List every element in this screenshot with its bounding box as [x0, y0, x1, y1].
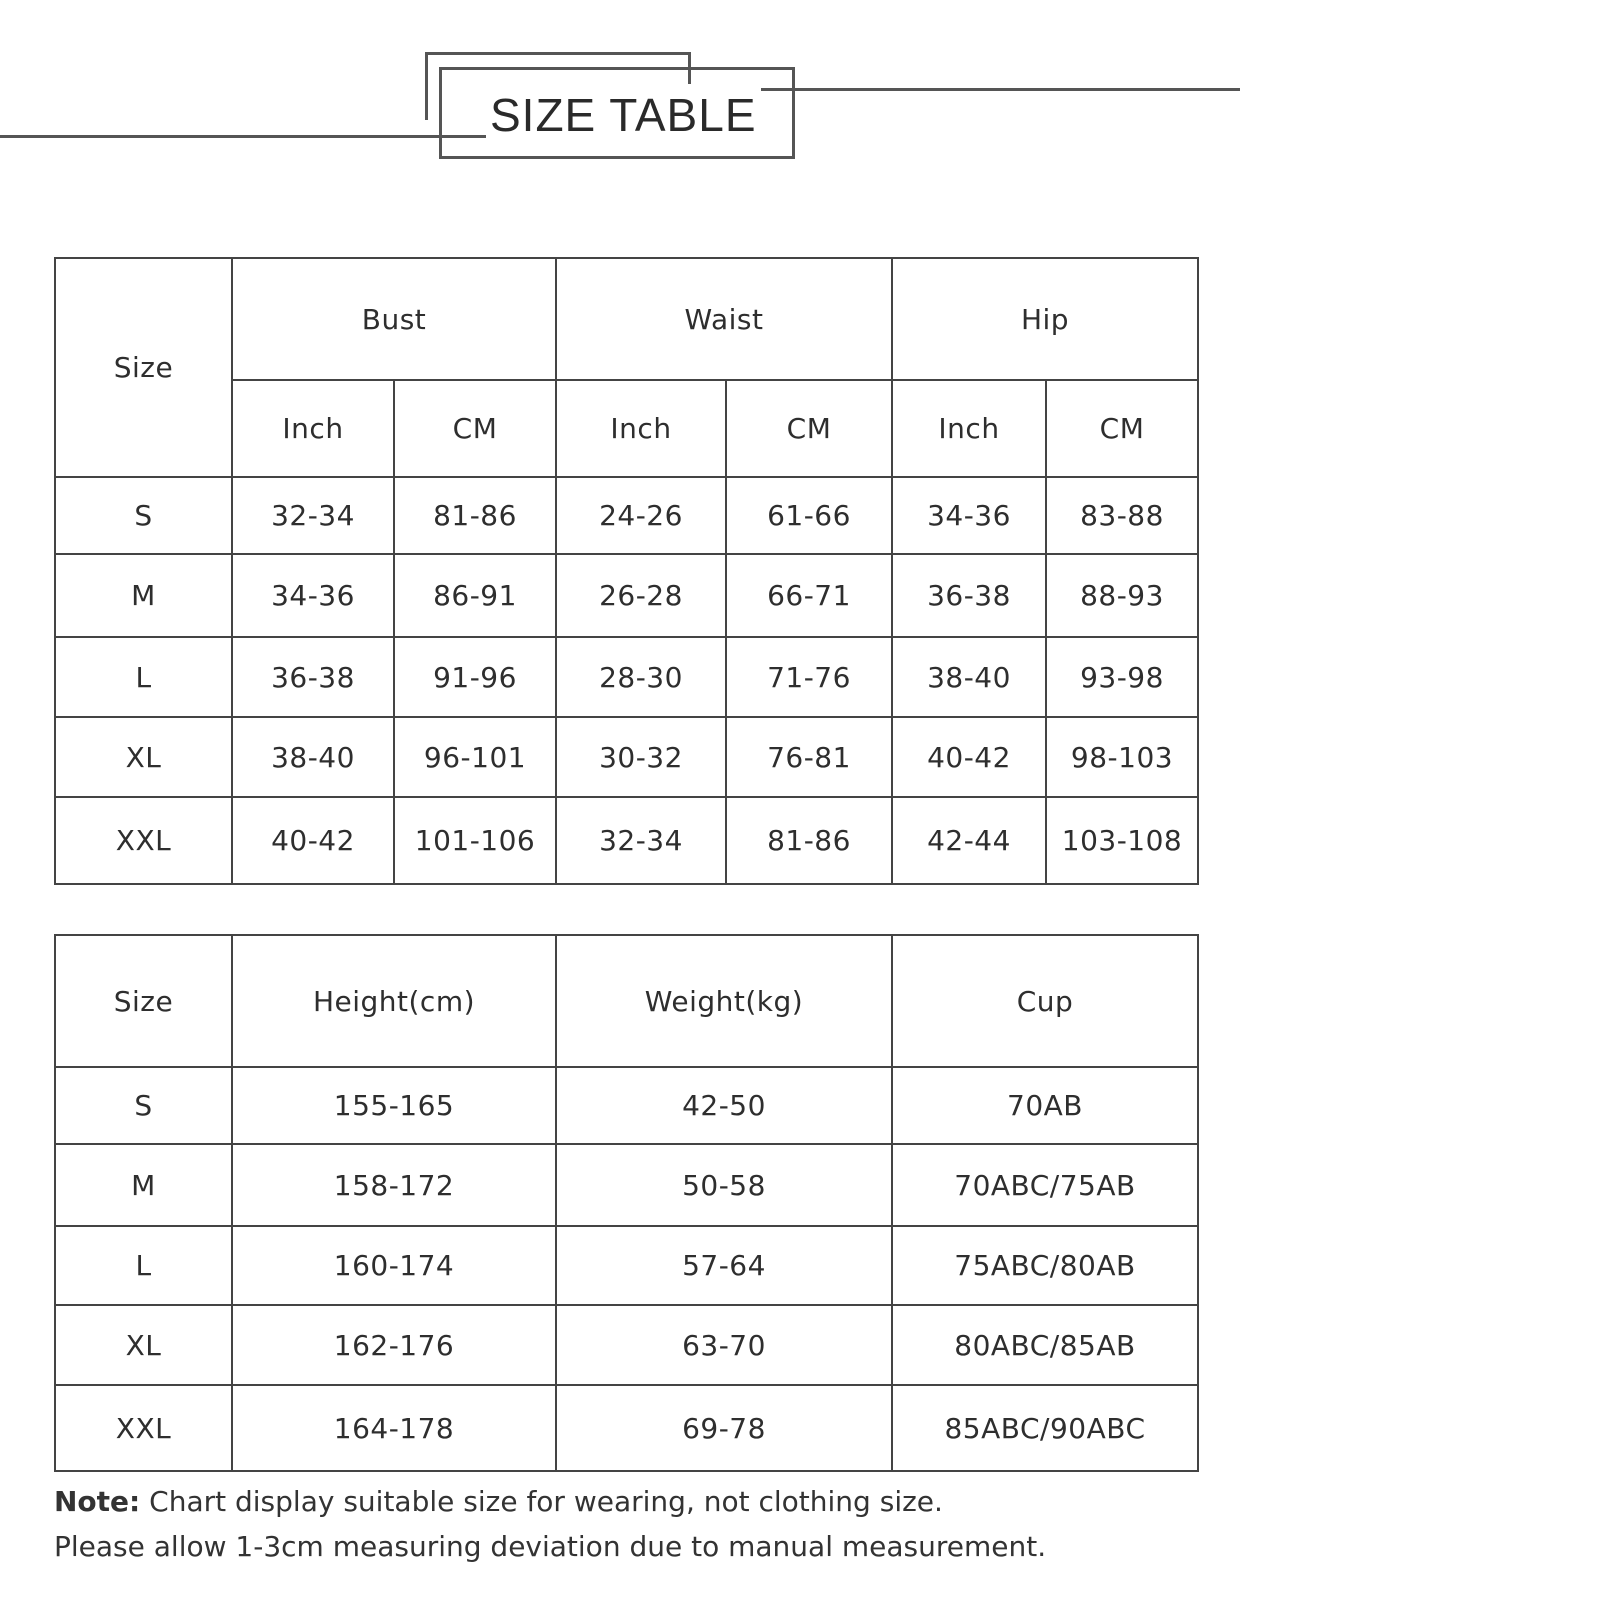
table-cell: 96-101: [394, 717, 556, 797]
waist-header: Waist: [556, 258, 892, 380]
table-row: [55, 1305, 1198, 1385]
table-cell: 66-71: [726, 554, 892, 637]
note-text: Chart display suitable size for wearing, not clothing size.: [149, 1485, 943, 1518]
note-label: Note:: [54, 1485, 141, 1518]
table-cell: 81-86: [394, 477, 556, 554]
size-cell: XXL: [55, 797, 232, 884]
table-cell: 93-98: [1046, 637, 1198, 717]
page-title: SIZE TABLE: [486, 84, 761, 146]
size-cell: S: [55, 477, 232, 554]
header-row: [55, 935, 1198, 1067]
table-cell: 85ABC/90ABC: [892, 1385, 1198, 1471]
table-cell: 36-38: [232, 637, 394, 717]
unit-header: Inch: [232, 380, 394, 477]
note-line-1: [54, 1485, 943, 1518]
table-cell: 38-40: [892, 637, 1046, 717]
table-cell: 34-36: [892, 477, 1046, 554]
table-cell: 28-30: [556, 637, 726, 717]
unit-header: Inch: [892, 380, 1046, 477]
size-cell: XL: [55, 1305, 232, 1385]
table-cell: 38-40: [232, 717, 394, 797]
table-cell: 98-103: [1046, 717, 1198, 797]
table-cell: 61-66: [726, 477, 892, 554]
table-cell: 42-44: [892, 797, 1046, 884]
measurement-table: [54, 257, 1199, 885]
unit-header: CM: [1046, 380, 1198, 477]
size-cell: L: [55, 1226, 232, 1305]
table-cell: 158-172: [232, 1144, 556, 1226]
table-cell: 50-58: [556, 1144, 892, 1226]
table-row: [55, 477, 1198, 554]
table-cell: 42-50: [556, 1067, 892, 1144]
table-cell: 40-42: [892, 717, 1046, 797]
size-cell: M: [55, 1144, 232, 1226]
table-cell: 155-165: [232, 1067, 556, 1144]
table-cell: 81-86: [726, 797, 892, 884]
table-row: [55, 717, 1198, 797]
unit-header: CM: [394, 380, 556, 477]
group-header-row: [55, 258, 1198, 380]
table-row: [55, 1385, 1198, 1471]
cup-header: Cup: [892, 935, 1198, 1067]
table-cell: 26-28: [556, 554, 726, 637]
table-cell: 40-42: [232, 797, 394, 884]
table-cell: 30-32: [556, 717, 726, 797]
size-cell: M: [55, 554, 232, 637]
size-cell: S: [55, 1067, 232, 1144]
table-cell: 103-108: [1046, 797, 1198, 884]
hip-header: Hip: [892, 258, 1198, 380]
table-cell: 91-96: [394, 637, 556, 717]
table-cell: 24-26: [556, 477, 726, 554]
bust-header: Bust: [232, 258, 556, 380]
unit-header: Inch: [556, 380, 726, 477]
table-cell: 162-176: [232, 1305, 556, 1385]
left-rule: [0, 135, 488, 138]
size-cell: L: [55, 637, 232, 717]
table-row: [55, 637, 1198, 717]
table-cell: 75ABC/80AB: [892, 1226, 1198, 1305]
table-row: [55, 1226, 1198, 1305]
table-row: [55, 1144, 1198, 1226]
table-cell: 80ABC/85AB: [892, 1305, 1198, 1385]
table-cell: 63-70: [556, 1305, 892, 1385]
size-header: Size: [55, 935, 232, 1067]
table-cell: 76-81: [726, 717, 892, 797]
table-cell: 70ABC/75AB: [892, 1144, 1198, 1226]
table-cell: 57-64: [556, 1226, 892, 1305]
table-cell: 70AB: [892, 1067, 1198, 1144]
size-cell: XL: [55, 717, 232, 797]
size-cell: XXL: [55, 1385, 232, 1471]
table-cell: 32-34: [556, 797, 726, 884]
unit-header: CM: [726, 380, 892, 477]
table-cell: 36-38: [892, 554, 1046, 637]
height-header: Height(cm): [232, 935, 556, 1067]
title-banner: [0, 0, 1600, 190]
table-cell: 88-93: [1046, 554, 1198, 637]
note-line-2: Please allow 1-3cm measuring deviation due to manual measurement.: [54, 1530, 1047, 1563]
table-cell: 71-76: [726, 637, 892, 717]
table-row: [55, 1067, 1198, 1144]
body-size-table: [54, 934, 1199, 1472]
table-cell: 160-174: [232, 1226, 556, 1305]
table-row: [55, 797, 1198, 884]
table-row: [55, 554, 1198, 637]
table-cell: 83-88: [1046, 477, 1198, 554]
size-header: Size: [55, 258, 232, 477]
table-cell: 164-178: [232, 1385, 556, 1471]
right-rule: [746, 88, 1240, 91]
table-cell: 32-34: [232, 477, 394, 554]
table-cell: 34-36: [232, 554, 394, 637]
table-cell: 101-106: [394, 797, 556, 884]
weight-header: Weight(kg): [556, 935, 892, 1067]
table-cell: 69-78: [556, 1385, 892, 1471]
table-cell: 86-91: [394, 554, 556, 637]
